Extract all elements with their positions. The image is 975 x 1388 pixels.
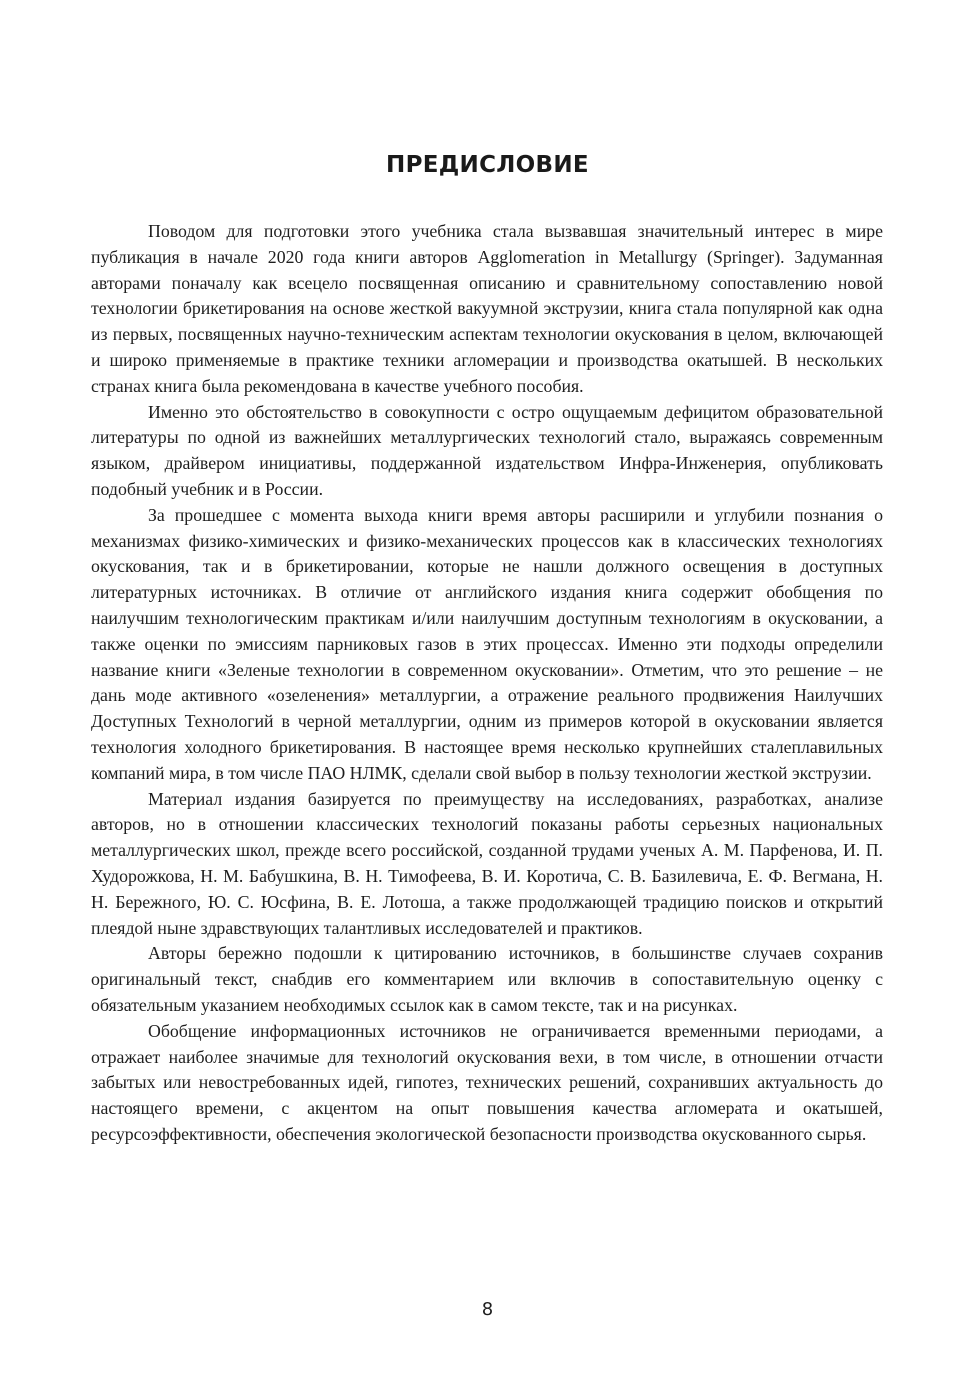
paragraph-1: Поводом для подготовки этого учебника стала вызвавшая значительный интерес в мире публикация в начале 2020 года книги авторов Agglomeration in Metallurgy (Springer). Задуманная авторами поначалу как всецело посвященная описанию и сравнительному сопоставлению новой технологии брикетирования на основе жесткой вакуумной экструзии, книга стала популярной как одна из первых, посвященных научно-техническим аспектам технологии окускования в целом, включающей и широко применяемые в практике техники агломерации и производства окатышей. В нескольких странах книга была рекомендована в качестве учебного пособия. (91, 221, 883, 396)
paragraph-4: Материал издания базируется по преимуществу на исследованиях, разработках, анализе авторов, но в отношении классических технологий показаны работы серьезных национальных металлургических школ, прежде всего российской, созданной трудами ученых А. М. Парфенова, И. П. Худорожкова, Н. М. Бабушкина, В. Н. Тимофеева, В. И. Коротича, С. В. Базилевича, Е. Ф. Вегмана, Н. Н. Бережного, Ю. С. Юсфина, В. Е. Лотоша, а также продолжающей традицию поисков и открытий плеядой ныне здравствующих талантливых исследователей и практиков. (91, 788, 883, 938)
paragraph-3: За прошедшее с момента выхода книги время авторы расширили и углубили познания о механизмах физико-химических и физико-механических процессов как в классических технологиях окускования, так и в брикетировании, которые не нашли должного освещения в доступных литературных источниках. В отличие от английского издания книга содержит обобщения по наилучшим технологическим практикам и/или наилучшим доступным технологиям в окусковании, а также оценки по эмиссиям парниковых газов в этих процессах. Именно эти подходы определили название книги «Зеленые технологии в современном окусковании». Отметим, что это решение – не дань моде активного «озеленения» металлургии, а отражение реального продвижения Наилучших Доступных Технологий в черной металлургии, одним из примеров которой в окусковании является технология холодного брикетирования. В настоящее время несколько крупнейших сталеплавильных компаний мира, в том числе ПАО НЛМК, сделали свой выбор в пользу технологии жесткой экструзии. (91, 504, 883, 783)
page-number: 8 (481, 1299, 494, 1320)
page-title: ПРЕДИСЛОВИЕ (386, 152, 589, 178)
paragraph-6: Обобщение информационных источников не ограничивается временными периодами, а отражает наиболее значимые для технологий окускования вехи, в том числе, в отношении отчасти забытых или невостребованных идей, гипотез, технических решений, сохранивших актуальность до настоящего времени, с акцентом на опыт повышения качества агломерата и окатышей, ресурсоэффективности, обеспечения экологической безопасности производства окускованного сырья. (91, 1020, 883, 1144)
paragraph-2: Именно это обстоятельство в совокупности с остро ощущаемым дефицитом образовательной литературы по одной из важнейших металлургических технологий стало, выражаясь современным языком, драйвером инициативы, поддержанной издательством Инфра-Инженерия, опубликовать подобный учебник и в России. (91, 401, 883, 499)
paragraph-5: Авторы бережно подошли к цитированию источников, в большинстве случаев сохранив оригинальный текст, снабдив его комментарием или включив в сопоставительную оценку с обязательным указанием необходимых ссылок как в самом тексте, так и на рисунках. (91, 943, 883, 1015)
preface-body (91, 219, 883, 1148)
